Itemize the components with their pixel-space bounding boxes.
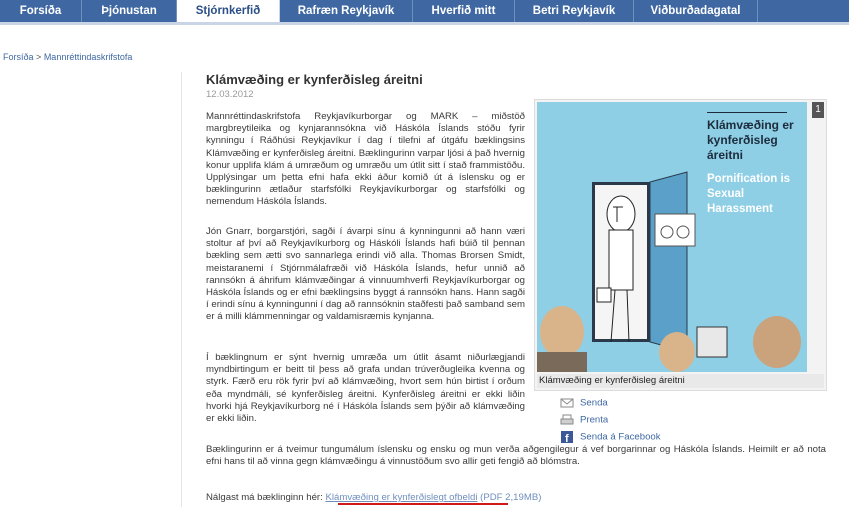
nav-filler: [758, 0, 849, 22]
pdf-download-line: [206, 492, 541, 503]
print-icon: [560, 414, 574, 426]
brochure-cover-image[interactable]: [537, 102, 807, 372]
cover-rule: [707, 112, 787, 113]
tab-rafraen-reykjavik[interactable]: Rafræn Reykjavík: [280, 0, 413, 22]
breadcrumb-separator: >: [36, 52, 42, 62]
tab-thjonustan[interactable]: Þjónustan: [82, 0, 177, 22]
share-email[interactable]: [560, 397, 608, 409]
image-gallery: [534, 99, 827, 391]
share-email-label: Senda: [580, 397, 608, 409]
breadcrumb: [3, 52, 132, 62]
tab-stjornkerfid[interactable]: Stjórnkerfið: [177, 0, 280, 22]
image-counter-badge[interactable]: 1: [812, 102, 824, 118]
share-print[interactable]: [560, 414, 608, 426]
breadcrumb-home-link[interactable]: Forsíða: [3, 52, 34, 62]
image-caption: Klámvæðing er kynferðisleg áreitni: [537, 374, 824, 388]
top-navigation: [0, 0, 849, 22]
pdf-download-link[interactable]: Klámvæðing er kynferðislegt ofbeldi: [325, 492, 478, 503]
pdf-size: (PDF 2,19MB): [480, 492, 542, 503]
share-print-label: Prenta: [580, 414, 609, 426]
share-facebook[interactable]: [560, 431, 661, 443]
tab-forsida[interactable]: Forsíða: [0, 0, 82, 22]
highlight-underline: [338, 503, 508, 505]
pdf-prefix: Nálgast má bæklinginn hér:: [206, 492, 323, 503]
email-icon: [560, 397, 574, 409]
tab-vidburdadagatal[interactable]: Viðburðadagatal: [634, 0, 758, 22]
cover-title: Klámvæðing er kynferðisleg áreitni: [707, 118, 794, 162]
facebook-icon: [560, 431, 574, 443]
article-paragraph-1: Mannréttindaskrifstofa Reykjavíkurborgar og MARK – miðstöð margbreytileika og kynjarannsókna við Háskóla Íslands stóðu fyrir kynningu í Ráðhúsi Reykjavíkur í dag í tilefni af útgáfu bæklingsins Klámvæðing er kynferðisleg áreitni. Bæklingurinn varpar ljósi á það hvernig konur upplifa klám á umræðum og umræðu um útlit sitt í stað frammistöðu. Upplýsingar um þetta efni hafa ekki áður komið út á íslensku og er bæklingurinn ætlaður starfsfólki Reykjavíkurborgar og starfsfólki og nemendum Háskóla Íslands.: [206, 111, 525, 208]
cover-subtitle: Pornification is Sexual Harassment: [707, 173, 791, 215]
breadcrumb-current-link[interactable]: Mannréttindaskrifstofa: [43, 52, 133, 62]
article-title: Klámvæðing er kynferðisleg áreitni: [206, 72, 423, 87]
svg-text:f: f: [565, 433, 569, 443]
article-paragraph-3: Í bæklingnum er sýnt hvernig umræða um útlit ásamt niðurlægjandi myndbirtingum er beitt til þess að grafa undan trúverðugleika kvenna og styrk. Færð eru rök fyrir því að klámvæðing, hvort sem hún birtist í orðum eða myndmáli, sé kynferðisleg áreitni. Kynferðisleg áreitni er ekki liðin hvorki hjá Reykjavíkurborg né í Háskóla Íslands sem þýðir að klámvæðing er ekki liðin.: [206, 352, 525, 425]
article-paragraph-2: Jón Gnarr, borgarstjóri, sagði í ávarpi sínu á kynningunni að hann væri stoltur af því að Reykjavíkurborg og Háskóli Íslands hafi búið til þennan bækling sem ætti svo sannarlega erindi við alla. Thomas Brorsen Smidt, meistaranemi í Stjórnmálafræði við Háskóla Íslands, hefur unnið að rannsókn á áhrifum klámvæðingar á vinnuumhverfi Reykjavíkurborgar og Háskóla Íslands og er efni bæklingsins byggt á rannsókn hans. Hann sagði í erindi sínu á kynningunni í dag að rannsóknin staðfesti það samband sem er á milli klámmenningar og valdamisræmis kynjanna.: [206, 226, 525, 323]
tab-hverfid-mitt[interactable]: Hverfið mitt: [413, 0, 515, 22]
content-divider: [181, 72, 182, 507]
share-facebook-label: Senda á Facebook: [580, 431, 661, 443]
sub-navigation-bar: [0, 22, 849, 25]
tab-betri-reykjavik[interactable]: Betri Reykjavík: [515, 0, 634, 22]
article-date: 12.03.2012: [206, 89, 254, 100]
article-paragraph-4: Bæklingurinn er á tveimur tungumálum íslensku og ensku og mun verða aðgengilegur á vef borgarinnar og Háskóla Íslands. Heimilt er að nota efni hans til að vinna gegn klámvæðingu á vinnustöðum svo allir geti fengið að blómstra.: [206, 444, 826, 468]
